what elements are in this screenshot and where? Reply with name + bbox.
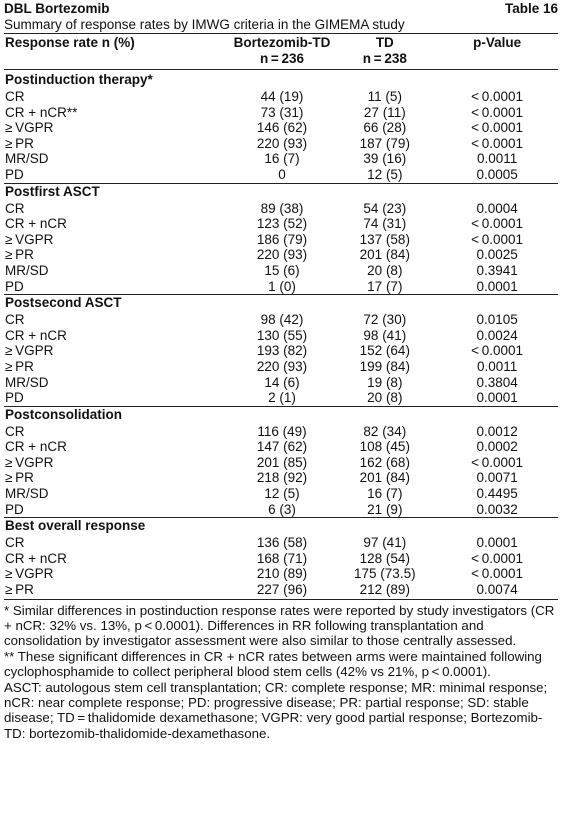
td-value: 162 (68) [359,454,410,470]
bortezomib-td-value: 227 (96) [256,582,308,598]
td-value: 54 (23) [363,200,407,216]
p-value: 0.0001 [476,535,518,551]
bortezomib-td-value: 1 (0) [268,278,296,294]
row-label: ≥ VGPR [5,231,54,247]
p-value: 0.3804 [476,374,518,390]
section-heading: Postconsolidation [4,406,558,424]
bortezomib-td-value: 0 [278,166,286,182]
td-value: 199 (84) [359,358,410,374]
row-label: ≥ PR [5,470,34,486]
header-bar [4,0,558,17]
footnote-1: * Similar differences in postinduction response rates were reported by study investigators (CR + nCR: 32% vs. 13%, p < 0.0001). Differences in RR following transplantation and consolidation by investigator assessment were also similar to those centrally assessed. [4,602,555,649]
table-row [4,89,558,105]
table-row [4,151,558,167]
bortezomib-td-value: 130 (55) [256,327,308,343]
p-value: 0.0024 [476,327,518,343]
table-row [4,535,558,551]
row-label: PD [5,501,24,517]
row-label: ≥ VGPR [5,343,54,359]
td-value: 17 (7) [367,278,403,294]
table-row [4,216,558,232]
section-heading: Postfirst ASCT [4,183,558,201]
td-value: 72 (30) [363,312,407,328]
row-label: ≥ PR [5,135,34,151]
td-value: 74 (31) [363,216,407,232]
bortezomib-td-value: 220 (93) [256,247,308,263]
table-row [4,424,558,440]
p-value: < 0.0001 [471,120,524,136]
table-row [4,279,558,295]
p-value: 0.0025 [476,247,518,263]
td-value: 97 (41) [363,535,407,551]
bortezomib-td-value: 98 (42) [260,312,304,328]
p-value: 0.0105 [476,312,518,328]
table-row [4,390,558,406]
bortezomib-td-value: 186 (79) [256,231,308,247]
bortezomib-td-value: 16 (7) [264,151,300,167]
column-header-td-name: TD [375,35,394,50]
table-row [4,455,558,471]
p-value: < 0.0001 [471,343,524,359]
row-label: PD [5,390,24,406]
row-label: ≥ PR [5,358,34,374]
td-value: 21 (9) [367,501,403,517]
row-label: MR/SD [5,486,49,502]
table-row [4,120,558,136]
row-label: PD [5,166,24,182]
row-label: CR [5,312,25,328]
p-value: 0.0032 [476,501,518,517]
p-value: 0.0005 [476,166,518,182]
p-value: 0.0001 [476,278,518,294]
td-value: 16 (7) [367,486,403,502]
row-label: MR/SD [5,151,49,167]
table-row [4,312,558,328]
column-header-td [333,34,436,69]
table-row [4,359,558,375]
column-header-bortezomib-td [231,34,334,69]
table-row [4,136,558,152]
td-value: 175 (73.5) [354,566,416,582]
td-value: 20 (8) [367,390,403,406]
bortezomib-td-value: 73 (31) [260,104,304,120]
td-value: 137 (58) [359,231,410,247]
abbreviations-note: ASCT: autologous stem cell transplantation; CR: complete response; MR: minimal response; nCR: near complete response; PD: progressive disease; PR: partial response; SD: stable disease; TD = thalidomide dexamethasone; VGPR: very good partial response; Bortezomib-TD: bortezomib-thalidomide-dexamethasone. [4,679,548,741]
td-value: 201 (84) [359,470,410,486]
td-value: 19 (8) [367,374,403,390]
row-label: ≥ PR [5,247,34,263]
p-value: 0.0002 [476,439,518,455]
p-value: 0.3941 [476,262,518,278]
bortezomib-td-value: 220 (93) [256,135,308,151]
bortezomib-td-value: 168 (71) [256,550,308,566]
column-header-bortezomib-td-name: Bortezomib-TD [233,35,331,50]
table-body [4,70,558,600]
bortezomib-td-value: 14 (6) [264,374,300,390]
p-value: 0.0001 [476,390,518,406]
table-caption: Summary of response rates by IMWG criteria in the GIMEMA study [4,17,405,32]
row-label: CR [5,423,25,439]
bortezomib-td-value: 116 (49) [257,423,307,439]
bortezomib-td-value: 123 (52) [256,216,308,232]
row-label: CR + nCR [5,327,67,343]
p-value: < 0.0001 [471,216,524,232]
table-row [4,201,558,217]
row-label: ≥ VGPR [5,120,54,136]
bortezomib-td-value: 6 (3) [268,501,296,517]
p-value: 0.0012 [476,423,518,439]
column-header-response-rate: Response rate n (%) [5,35,135,50]
row-label: CR + nCR [5,550,67,566]
bortezomib-td-value: 44 (19) [260,89,304,104]
section-heading: Postsecond ASCT [4,294,558,312]
bortezomib-td-value: 136 (58) [256,535,308,551]
row-label: CR [5,200,25,216]
row-label: CR + nCR [5,216,67,232]
p-value: 0.0011 [476,151,518,167]
bortezomib-td-value: 201 (85) [256,454,308,470]
table-row [4,470,558,486]
table-row [4,375,558,391]
td-value: 66 (28) [363,120,407,136]
section-heading: Best overall response [4,517,558,535]
bortezomib-td-value: 15 (6) [264,262,300,278]
table-header [4,33,558,70]
p-value: < 0.0001 [471,89,524,104]
table-row [4,247,558,263]
table-row [4,328,558,344]
td-value: 108 (45) [359,439,410,455]
footnotes [4,603,558,742]
table-row [4,439,558,455]
p-value: < 0.0001 [471,231,524,247]
td-value: 39 (16) [363,151,407,167]
td-value: 98 (41) [363,327,407,343]
bortezomib-td-value: 147 (62) [256,439,308,455]
row-label: PD [5,278,24,294]
td-value: 20 (8) [367,262,403,278]
td-value: 11 (5) [367,89,402,104]
td-value: 212 (89) [359,582,410,598]
bortezomib-td-value: 89 (38) [260,200,304,216]
table-row [4,105,558,121]
p-value: 0.0011 [476,358,518,374]
table-row [4,551,558,567]
table-row [4,343,558,359]
table-row [4,263,558,279]
p-value: < 0.0001 [471,454,524,470]
p-value: < 0.0001 [471,135,524,151]
p-value: < 0.0001 [471,566,524,582]
p-value: 0.0074 [476,582,518,598]
row-label: MR/SD [5,262,49,278]
bortezomib-td-value: 2 (1) [268,390,296,406]
column-header-p-value: p-Value [473,35,522,50]
footnote-2: ** These significant differences in CR + nCR rates between arms were maintained following cyclophosphamide to collect peripheral blood stem cells (42% vs 21%, p < 0.0001). [4,648,542,680]
column-header-bortezomib-td-n: n = 236 [259,51,305,66]
bortezomib-td-value: 218 (92) [256,470,308,486]
row-label: MR/SD [5,374,49,390]
p-value: 0.0071 [476,470,518,486]
td-value: 82 (34) [363,423,407,439]
bortezomib-td-value: 12 (5) [264,486,300,502]
bortezomib-td-value: 146 (62) [256,120,308,136]
row-label: ≥ VGPR [5,566,54,582]
table-label: Table 16 [504,1,558,16]
row-label: CR [5,89,25,104]
table-row [4,582,558,598]
bortezomib-td-value: 210 (89) [256,566,308,582]
row-label: ≥ VGPR [5,454,54,470]
column-header-td-n: n = 238 [362,51,407,66]
section-title: DBL Bortezomib [4,1,110,16]
bortezomib-td-value: 193 (82) [256,343,308,359]
p-value: 0.4495 [476,486,518,502]
p-value: 0.0004 [476,200,518,216]
td-value: 12 (5) [367,166,403,182]
row-label: ≥ PR [5,582,34,598]
td-value: 201 (84) [359,247,410,263]
bortezomib-td-value: 220 (93) [256,358,308,374]
section-heading: Postinduction therapy* [5,72,153,87]
row-label: CR + nCR [5,439,67,455]
td-value: 128 (54) [359,550,410,566]
row-label: CR + nCR** [5,104,78,120]
table-row [4,167,558,183]
table-row [4,232,558,248]
td-value: 152 (64) [359,343,410,359]
td-value: 187 (79) [359,135,410,151]
td-value: 27 (11) [363,104,406,120]
table-row [4,566,558,582]
table-row [4,502,558,518]
row-label: CR [5,535,25,551]
p-value: < 0.0001 [471,104,524,120]
table-row [4,486,558,502]
p-value: < 0.0001 [471,550,524,566]
